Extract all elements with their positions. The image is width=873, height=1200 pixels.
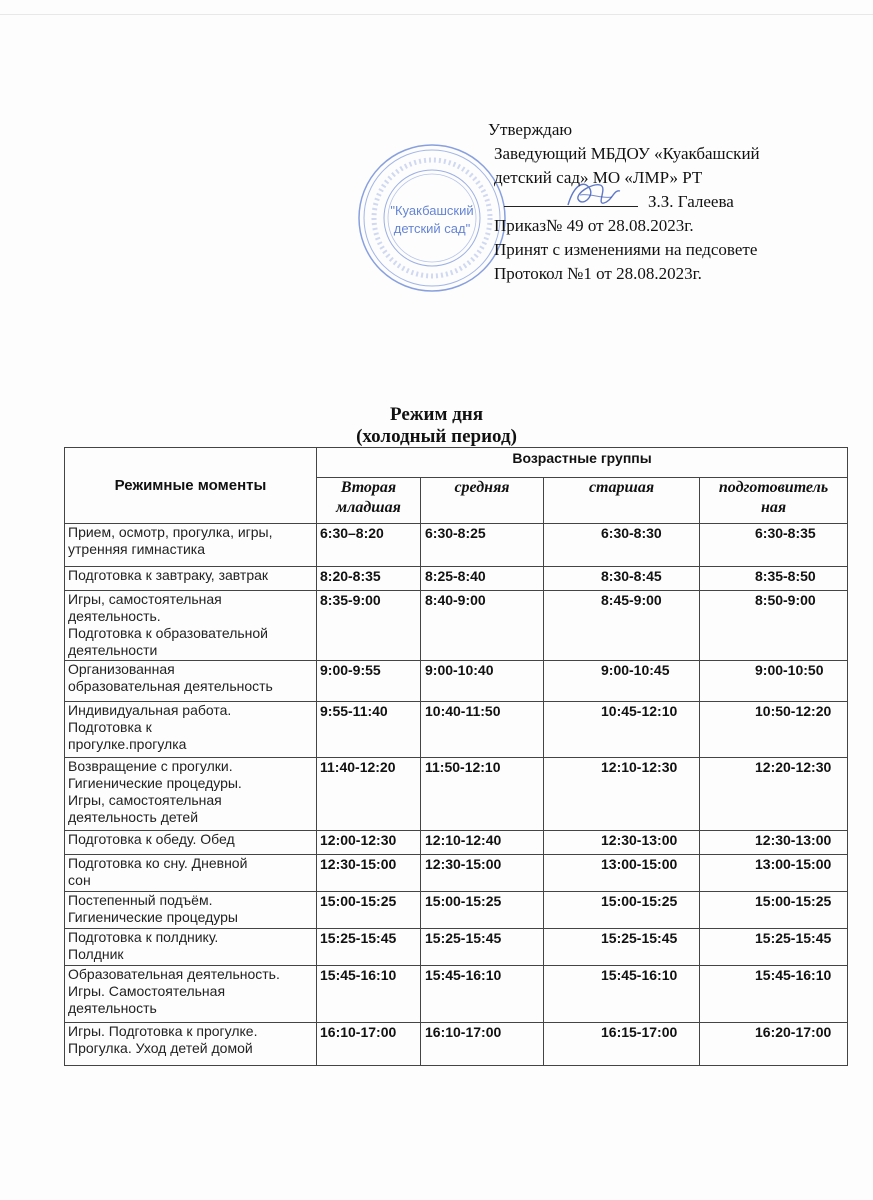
moment-line: Игры. Самостоятельная: [68, 983, 226, 999]
moment-line: Прием, осмотр, прогулка, игры,: [68, 524, 273, 540]
time-cell: 8:45-9:00: [544, 591, 700, 661]
moment-line: утренняя гимнастика: [68, 541, 206, 557]
approval-position: Заведующий МБДОУ «Куакбашский: [494, 144, 760, 163]
time-cell: 12:10-12:30: [544, 758, 700, 831]
group-header-line: ная: [760, 499, 787, 516]
time-cell: 16:10-17:00: [317, 1023, 421, 1066]
time-cell: 8:30-8:45: [544, 567, 700, 591]
time-cell: 6:30-8:25: [421, 524, 544, 567]
time-cell: 15:45-16:10: [317, 966, 421, 1023]
age-groups-header: Возрастные группы: [317, 448, 848, 478]
time-cell: 9:00-10:45: [544, 661, 700, 702]
time-cell: 11:50-12:10: [421, 758, 544, 831]
time-cell: 10:50-12:20: [700, 702, 848, 758]
moment-cell: [65, 1023, 317, 1066]
time-cell: 8:35-9:00: [317, 591, 421, 661]
seal-center-text-2: детский сад": [393, 221, 471, 236]
table-row: [65, 892, 848, 929]
group-header-line: средняя: [454, 479, 510, 496]
moment-line: Постепенный подъём.: [68, 892, 213, 908]
moment-line: Индивидуальная работа.: [68, 702, 232, 718]
time-cell: 15:25-15:45: [317, 929, 421, 966]
time-cell: 6:30-8:30: [544, 524, 700, 567]
table-row: [65, 831, 848, 855]
time-cell: 15:00-15:25: [544, 892, 700, 929]
time-cell: 9:00-9:55: [317, 661, 421, 702]
approval-heading: Утверждаю: [488, 120, 573, 139]
time-cell: 9:00-10:50: [700, 661, 848, 702]
moment-line: Подготовка к: [68, 719, 152, 735]
time-cell: 13:00-15:00: [700, 855, 848, 892]
time-cell: 15:00-15:25: [317, 892, 421, 929]
table-row: [65, 567, 848, 591]
moment-line: Полдник: [68, 946, 124, 962]
moment-line: Гигиенические процедуры.: [68, 775, 242, 791]
time-cell: 15:45-16:10: [544, 966, 700, 1023]
time-cell: 12:30-15:00: [421, 855, 544, 892]
table-row: [65, 661, 848, 702]
time-cell: 11:40-12:20: [317, 758, 421, 831]
time-cell: 12:30-13:00: [544, 831, 700, 855]
time-cell: 9:55-11:40: [317, 702, 421, 758]
time-cell: 10:40-11:50: [421, 702, 544, 758]
table-row: [65, 966, 848, 1023]
time-cell: 15:45-16:10: [421, 966, 544, 1023]
moment-line: Подготовка к обеду. Обед: [68, 831, 235, 847]
time-cell: 16:10-17:00: [421, 1023, 544, 1066]
approval-protocol: Протокол №1 от 28.08.2023г.: [494, 264, 702, 283]
moment-line: деятельности: [68, 642, 158, 658]
time-cell: 15:25-15:45: [544, 929, 700, 966]
group-header-middle: [421, 478, 544, 524]
time-cell: 9:00-10:40: [421, 661, 544, 702]
moment-line: Гигиенические процедуры: [68, 909, 238, 925]
moment-line: Подготовка к образовательной: [68, 625, 268, 641]
moment-line: прогулке.прогулка: [68, 736, 187, 752]
time-cell: 6:30-8:35: [700, 524, 848, 567]
approval-signer: З.З. Галеева: [648, 192, 734, 211]
moment-line: Возвращение с прогулки.: [68, 758, 233, 774]
moment-line: Организованная: [68, 661, 175, 677]
document-subtitle: (холодный период): [356, 426, 517, 447]
table-row: [65, 702, 848, 758]
time-cell: 15:25-15:45: [421, 929, 544, 966]
time-cell: 15:00-15:25: [700, 892, 848, 929]
time-cell: 12:10-12:40: [421, 831, 544, 855]
moment-cell: [65, 702, 317, 758]
moment-line: сон: [68, 872, 91, 888]
group-header-senior: [544, 478, 700, 524]
table-header-row: [65, 448, 848, 478]
moment-cell: [65, 591, 317, 661]
moments-column-header: Режимные моменты: [65, 448, 317, 524]
time-cell: 15:25-15:45: [700, 929, 848, 966]
moment-line: деятельность.: [68, 608, 161, 624]
moment-cell: [65, 831, 317, 855]
page-top-edge: [0, 14, 873, 15]
time-cell: 16:20-17:00: [700, 1023, 848, 1066]
moment-line: Подготовка к завтраку, завтрак: [68, 567, 269, 583]
group-header-line: младшая: [336, 499, 401, 516]
time-cell: 8:35-8:50: [700, 567, 848, 591]
time-cell: 6:30–8:20: [317, 524, 421, 567]
moment-line: Подготовка к полднику.: [68, 929, 219, 945]
time-cell: 15:45-16:10: [700, 966, 848, 1023]
time-cell: 8:50-9:00: [700, 591, 848, 661]
moment-line: Игры. Подготовка к прогулке.: [68, 1023, 258, 1039]
table-row: [65, 929, 848, 966]
moment-line: Игры, самостоятельная: [68, 591, 222, 607]
time-cell: 12:00-12:30: [317, 831, 421, 855]
time-cell: 13:00-15:00: [544, 855, 700, 892]
table-row: [65, 855, 848, 892]
moment-cell: [65, 524, 317, 567]
time-cell: 12:30-13:00: [700, 831, 848, 855]
table-row: [65, 524, 848, 567]
schedule-table: [64, 447, 848, 1066]
moment-cell: [65, 892, 317, 929]
time-cell: 8:20-8:35: [317, 567, 421, 591]
seal-center-text-1: "Куакбашский: [390, 203, 474, 218]
time-cell: 15:00-15:25: [421, 892, 544, 929]
moment-cell: [65, 929, 317, 966]
moment-cell: [65, 661, 317, 702]
approval-accepted: Принят с изменениями на педсовете: [494, 240, 758, 259]
moment-line: Прогулка. Уход детей домой: [68, 1040, 253, 1056]
group-header-second-junior: [317, 478, 421, 524]
moment-line: Образовательная деятельность.: [68, 966, 280, 982]
time-cell: 8:40-9:00: [421, 591, 544, 661]
moment-line: деятельность: [68, 1000, 157, 1016]
approval-block: [486, 118, 846, 286]
moment-line: Игры, самостоятельная: [68, 792, 222, 808]
table-row: [65, 758, 848, 831]
table-row: [65, 591, 848, 661]
time-cell: 8:25-8:40: [421, 567, 544, 591]
approval-signature-line: [486, 190, 846, 214]
group-header-preparatory: [700, 478, 848, 524]
group-header-line: подготовитель: [718, 479, 829, 496]
signature-underline: [504, 192, 638, 207]
moment-line: Подготовка ко сну. Дневной: [68, 855, 248, 871]
time-cell: 16:15-17:00: [544, 1023, 700, 1066]
approval-organization: детский сад» МО «ЛМР» РТ: [494, 168, 703, 187]
group-header-line: Вторая: [340, 479, 397, 496]
moment-cell: [65, 966, 317, 1023]
moment-cell: [65, 855, 317, 892]
approval-order: Приказ№ 49 от 28.08.2023г.: [494, 216, 694, 235]
moment-line: образовательная деятельность: [68, 678, 273, 694]
schedule-body: [65, 524, 848, 1066]
time-cell: 12:30-15:00: [317, 855, 421, 892]
group-header-line: старшая: [588, 479, 655, 496]
time-cell: 10:45-12:10: [544, 702, 700, 758]
moment-line: деятельность детей: [68, 809, 199, 825]
moment-cell: [65, 567, 317, 591]
moment-cell: [65, 758, 317, 831]
time-cell: 12:20-12:30: [700, 758, 848, 831]
table-row: [65, 1023, 848, 1066]
document-title: Режим дня: [389, 404, 484, 425]
